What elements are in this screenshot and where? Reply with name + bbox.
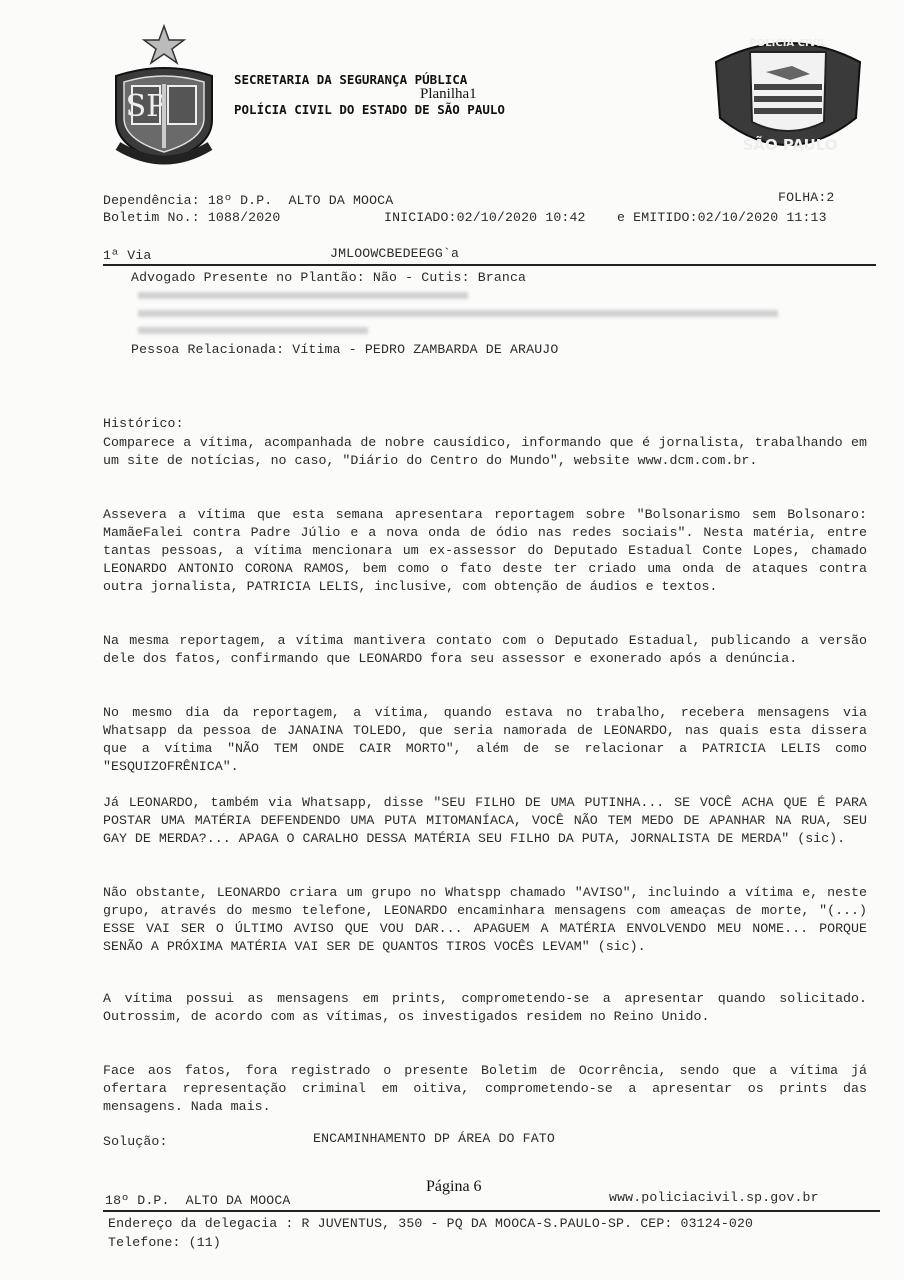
via-code: JMLOOWCBEDEEGG`a <box>330 246 460 261</box>
historico-paragraph-8: Face aos fatos, fora registrado o presente Boletim de Ocorrência, sendo que a vítima já ofertara representação criminal em oitiva, comprometendo-se a apresentar os prints das mensagens. Nada mais. <box>103 1063 867 1114</box>
emitido-date: e EMITIDO:02/10/2020 11:13 <box>617 210 827 225</box>
badge-top-text: POLICIA CIVIL <box>749 38 827 49</box>
advogado-line: Advogado Presente no Plantão: Não - Cutis: Branca <box>131 270 527 285</box>
policia-civil-badge <box>706 22 870 164</box>
footer-endereco: Endereço da delegacia : R JUVENTUS, 350 - PQ DA MOOCA-S.PAULO-SP. CEP: 03124-020 <box>108 1216 754 1231</box>
sp-state-emblem <box>102 24 226 166</box>
pessoa-relacionada: Pessoa Relacionada: Vítima - PEDRO ZAMBARDA DE ARAUJO <box>131 342 559 357</box>
historico-paragraph-7: A vítima possui as mensagens em prints, comprometendo-se a apresentar quando solicitado. Outrossim, de acordo com as vítimas, os investigados residem no Reino Unido. <box>103 991 867 1024</box>
footer-dp: 18º D.P. ALTO DA MOOCA <box>105 1193 291 1208</box>
page-number: Página 6 <box>426 1178 482 1195</box>
iniciado-date: INICIADO:02/10/2020 10:42 <box>384 210 586 225</box>
badge-bottom-text: SÃO PAULO <box>742 136 838 154</box>
historico-paragraph-6: Não obstante, LEONARDO criara um grupo no Whatspp chamado "AVISO", incluindo a vítima e, neste grupo, através do mesmo telefone, LEONARDO encaminhara mensagens com ameaças de morte, "(...) ESSE VAI SER O ÚLTIMO AVISO QUE VOU DAR... APAGUEM A MATÉRIA ENVOLVENDO MEU NOME... PORQUE SENÃO A PRÓXIMA MATÉRIA VAI SER DE QUANTOS TIROS VOCÊS LEVAM" (sic). <box>103 885 867 954</box>
via-label: 1ª Via <box>103 248 152 263</box>
folha-number: FOLHA:2 <box>778 190 835 205</box>
boletim-number: Boletim No.: 1088/2020 <box>103 210 281 225</box>
solucao-label: Solução: <box>103 1134 168 1149</box>
footer-divider <box>103 1210 880 1212</box>
historico-paragraph-1: Comparece a vítima, acompanhada de nobre causídico, informando que é jornalista, trabalhando em um site de notícias, no caso, "Diário do Centro do Mundo", website www.dcm.com.br. <box>103 435 867 468</box>
policia-title: POLÍCIA CIVIL DO ESTADO DE SÃO PAULO <box>234 102 505 117</box>
footer-website-link[interactable]: www.policiacivil.sp.gov.br <box>609 1190 819 1205</box>
solucao-value: ENCAMINHAMENTO DP ÁREA DO FATO <box>313 1131 555 1146</box>
historico-paragraph-5: Já LEONARDO, também via Whatsapp, disse "SEU FILHO DE UMA PUTINHA... SE VOCÊ ACHA QUE É PARA POSTAR UMA MATÉRIA DEFENDENDO UMA PUTA MITOMANÍACA, VOCÊ NÃO TEM MEDO DE APANHAR NA RUA, SEU GAY DE MERDA?... APAGA O CARALHO DESSA MATÉRIA SEU FILHO DA PUTA, JORNALISTA DE MERDA" (sic). <box>103 795 867 846</box>
planilha-label: Planilha1 <box>420 86 477 102</box>
dependencia-line: Dependência: 18º D.P. ALTO DA MOOCA <box>103 193 394 208</box>
via-divider <box>103 264 876 266</box>
emblem-letter-s: SP <box>125 89 167 124</box>
historico-label: Histórico: <box>103 416 184 431</box>
footer-telefone: Telefone: (11) <box>108 1235 221 1250</box>
secretaria-title: SECRETARIA DA SEGURANÇA PÚBLICA <box>234 72 468 87</box>
historico-paragraph-3: Na mesma reportagem, a vítima mantivera contato com o Deputado Estadual, publicando a versão dele dos fatos, confirmando que LEONARDO fora seu assessor e exonerado após a denúncia. <box>103 633 867 666</box>
historico-paragraph-2: Assevera a vítima que esta semana apresentara reportagem sobre "Bolsonarismo sem Bolsonaro: MamãeFalei contra Padre Júlio e a nova onda de ódio nas redes sociais". Nesta matéria, entre tantas pessoas, a vítima mencionara um ex-assessor do Deputado Estadual Conte Lopes, chamado LEONARDO ANTONIO CORONA RAMOS, bem como o fato deste ter criado uma onda de ataques contra outra jornalista, PATRICIA LELIS, inclusive, com obtenção de áudios e textos. <box>103 507 867 594</box>
historico-paragraph-4: No mesmo dia da reportagem, a vítima, quando estava no trabalho, recebera mensagens via Whatsapp da pessoa de JANAINA TOLEDO, que seria namorada de LEONARDO, nas quais esta dissera que a vítima "NÃO TEM ONDE CAIR MORTO", além de se relacionar a PATRICIA LELIS como "ESQUIZOFRÊNICA". <box>103 705 867 774</box>
